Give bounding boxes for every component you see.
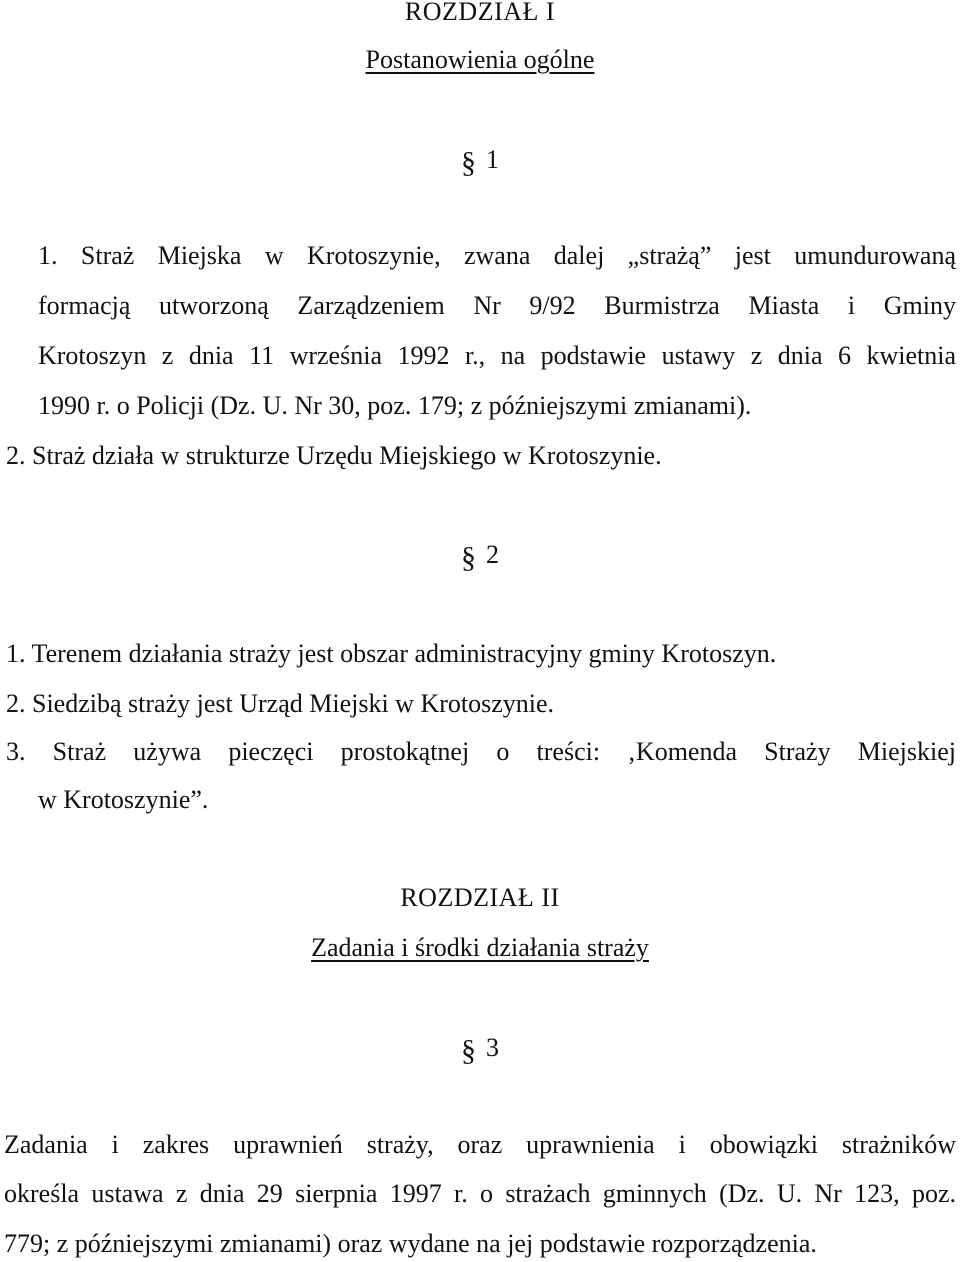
section-number: 3 [486,1033,499,1062]
section-1-heading [0,143,960,179]
chapter-1-subtitle: Postanowienia ogólne [365,45,595,74]
section-2-heading [0,538,960,574]
section-3-heading [0,1031,960,1067]
chapter-2-title: ROZDZIAŁ II [400,883,560,912]
section-number: 2 [486,540,499,569]
section-3-line-3: 779; z późniejszymi zmianami) oraz wydane na jej podstawie rozporządzenia. [4,1229,817,1258]
section-sign-icon: § [461,1034,476,1067]
paragraph-line [38,240,956,272]
section-1-line-4: 1990 r. o Policji (Dz. U. Nr 30, poz. 179; z późniejszymi zmianami). [38,391,752,420]
paragraph-line [4,1129,956,1161]
chapter-1-title: ROZDZIAŁ I [404,0,556,26]
chapter-2-subtitle: Zadania i środki działania straży [311,933,649,962]
section-1-line-2: formacją utworzoną Zarządzeniem Nr 9/92 Burmistrza Miasta i Gminy [38,291,956,320]
section-number: 1 [486,145,499,174]
section-1-line-1: 1. Straż Miejska w Krotoszynie, zwana dalej „strażą” jest umundurowaną [38,241,956,270]
paragraph-line [38,340,956,372]
section-2-line-3: 3. Straż używa pieczęci prostokątnej o treści: ‚Komenda Straży Miejskiej [6,737,956,766]
paragraph-line [6,736,956,768]
section-1-line-3: Krotoszyn z dnia 11 września 1992 r., na podstawie ustawy z dnia 6 kwietnia [38,341,956,370]
section-sign-icon: § [461,541,476,574]
section-3-line-2: określa ustawa z dnia 29 sierpnia 1997 r. o strażach gminnych (Dz. U. Nr 123, poz. [4,1179,956,1208]
section-1-line-5: 2. Straż działa w strukturze Urzędu Miejskiego w Krotoszynie. [6,441,662,470]
section-2-line-2: 2. Siedzibą straży jest Urząd Miejski w Krotoszynie. [6,689,555,718]
section-sign-icon: § [461,146,476,179]
section-2-line-1: 1. Terenem działania straży jest obszar administracyjny gminy Krotoszyn. [6,639,777,668]
section-3-line-1: Zadania i zakres uprawnień straży, oraz uprawnienia i obowiązki strażników [4,1130,956,1159]
section-2-line-4: w Krotoszynie”. [38,785,209,814]
paragraph-line [38,290,956,322]
paragraph-line [4,1178,956,1210]
